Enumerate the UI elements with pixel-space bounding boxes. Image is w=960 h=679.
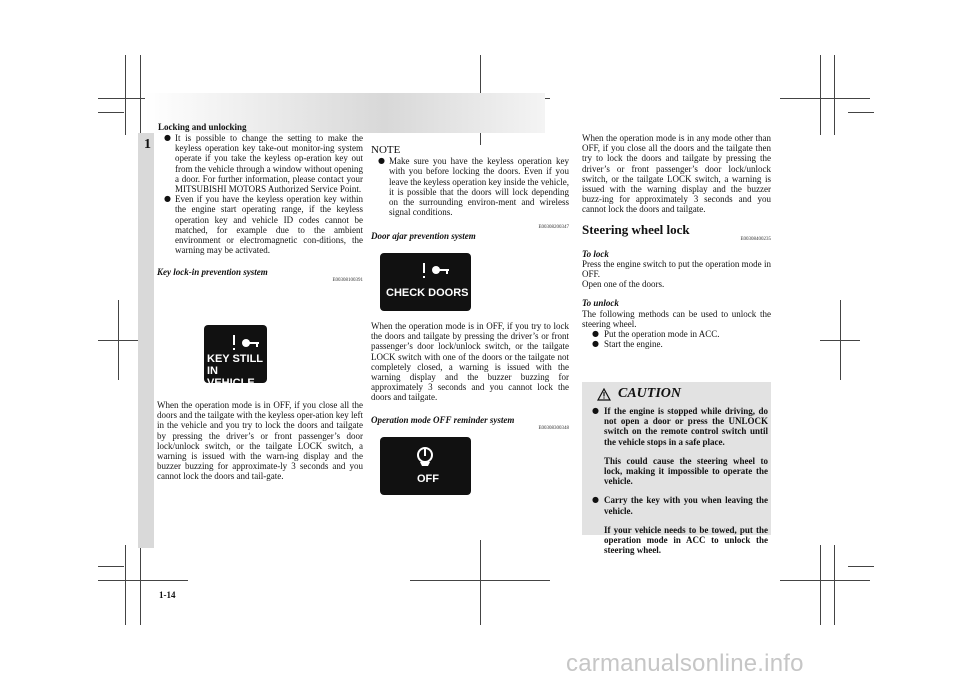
chapter-tab bbox=[138, 133, 154, 548]
page-number: 1-14 bbox=[159, 590, 176, 600]
bullet-icon: ● bbox=[164, 133, 171, 142]
chapter-number: 1 bbox=[144, 137, 151, 152]
note-label: NOTE bbox=[371, 144, 401, 156]
door-open-icon bbox=[431, 263, 451, 279]
subheading: To lock bbox=[582, 248, 609, 259]
section-heading-row bbox=[371, 225, 569, 245]
section-heading: Door ajar prevention system bbox=[371, 231, 476, 242]
bullet-icon: ● bbox=[592, 329, 599, 339]
section-heading: Key lock-in prevention system bbox=[157, 267, 268, 278]
section-code: E00308400235 bbox=[740, 236, 771, 242]
section-heading-row bbox=[371, 415, 569, 429]
body-paragraph: Open one of the doors. bbox=[582, 279, 665, 290]
list-item: ● Carry the key with you when leaving the vehicle. bbox=[592, 495, 768, 516]
section-title: Steering wheel lock bbox=[582, 221, 690, 237]
page-header-title: Locking and unlocking bbox=[158, 122, 247, 132]
bullet-icon: ● bbox=[378, 156, 385, 166]
list-item: ● Even if you have the keyless operation key within the engine start operating range, if the keyless operation key and vehicle ID codes cannot be matched, for example due to the ambient environment or electromagnetic con-ditions, the warning may be activated. bbox=[164, 194, 363, 256]
column-2 bbox=[371, 145, 569, 245]
check-doors-display bbox=[380, 253, 471, 311]
column-1-paragraph bbox=[157, 400, 363, 482]
watermark: carmanualsonline.info bbox=[566, 650, 804, 677]
key-still-in-vehicle-display bbox=[204, 325, 267, 389]
section-heading-row bbox=[157, 267, 363, 284]
bullet-icon: ● bbox=[592, 406, 599, 415]
display-text-line1: KEY STILL bbox=[207, 353, 264, 365]
caution-note: This could cause the steering wheel to lock, making it impossible to operate the vehicle. bbox=[604, 455, 768, 487]
exclamation-icon bbox=[420, 263, 428, 279]
list-item: ● Start the engine. bbox=[592, 339, 663, 350]
display-text: CHECK DOORS bbox=[386, 287, 469, 299]
key-lock-icon bbox=[241, 336, 261, 350]
list-item: ● If the engine is stopped while driving, do not open a door or press the UNLOCK switch on the remote control switch until the vehicle stops in a safe place. bbox=[592, 406, 768, 447]
body-paragraph: When the operation mode is in OFF, if you close all the doors and the tailgate with the keyless oper-ation key left in the vehicle and you try to lock the doors and tailgate by pressing the driver’s or front passenger’s door lock/unlock switch, or the tailgate LOCK switch, a warning is issued with the warn-ing display and the buzzer buzzing for approximate-ly 3 seconds and you cannot lock the doors and tail-gate. bbox=[157, 400, 364, 482]
body-paragraph: When the operation mode is in any mode other than OFF, if you close all the doors and the tailgate then try to lock the doors and tailgate by pressing the driver’s or front passenger’s door lock/unlock switch, or the tailgate LOCK switch, a warning is issued with the warning display and the buzzer buzz-ing for approximately 3 seconds and you cannot lock the doors and tailgate. bbox=[582, 133, 771, 215]
section-code: E00308200347 bbox=[538, 225, 569, 231]
list-item: ● It is possible to change the setting to make the keyless operation key take-out monitor-ing system operate if you take the keyless op-eration key out from the vehicle through a window without opening a door. For further information, please contact your MITSUBISHI MOTORS Authorized Service Point. bbox=[164, 133, 363, 195]
warning-triangle-icon bbox=[597, 388, 611, 401]
bullet-icon: ● bbox=[592, 495, 599, 505]
caution-body bbox=[582, 406, 768, 564]
exclamation-icon bbox=[230, 335, 238, 351]
list-item: ● Put the operation mode in ACC. bbox=[592, 329, 720, 340]
section-heading: Operation mode OFF reminder system bbox=[371, 414, 515, 425]
caution-title: CAUTION bbox=[618, 386, 682, 401]
display-text-line2: IN VEHICLE bbox=[207, 365, 255, 389]
body-paragraph: When the operation mode is in OFF, if you try to lock the doors and tailgate by pressing the driver’s or front passenger’s door lock/unlock switch, or the tailgate LOCK switch with one of the doors or the tailgate not completely closed, a warning is issued with the warning display and the buzzer buzzing for approximately 3 seconds and you cannot lock the doors and tailgate. bbox=[371, 321, 569, 403]
column-3 bbox=[582, 133, 771, 349]
caution-box bbox=[582, 382, 771, 556]
display-text: OFF bbox=[417, 473, 439, 485]
body-paragraph: Press the engine switch to put the operation mode in OFF. bbox=[582, 258, 771, 280]
caution-note: If your vehicle needs to be towed, put the operation mode in ACC to unlock the steering wheel. bbox=[604, 524, 768, 556]
bullet-icon: ● bbox=[164, 194, 171, 204]
subheading: To unlock bbox=[582, 298, 619, 309]
section-code: E00308300348 bbox=[538, 425, 569, 431]
bullet-icon: ● bbox=[592, 339, 599, 349]
column-2-paragraphs bbox=[371, 321, 569, 429]
section-heading-row bbox=[582, 221, 771, 243]
note-bullet: ● Make sure you have the keyless operation key with you before locking the doors. Even if you leave the keyless operation key inside the vehicle, it is possible that the doors will lock depending on the surrounding environ-ment and wireless signal conditions. bbox=[378, 156, 569, 218]
column-1 bbox=[157, 133, 363, 284]
off-reminder-display bbox=[380, 437, 471, 495]
section-code: E00308100391 bbox=[332, 278, 363, 284]
body-paragraph: The following methods can be used to unlock the steering wheel. bbox=[582, 308, 771, 329]
engine-switch-icon bbox=[416, 446, 434, 466]
